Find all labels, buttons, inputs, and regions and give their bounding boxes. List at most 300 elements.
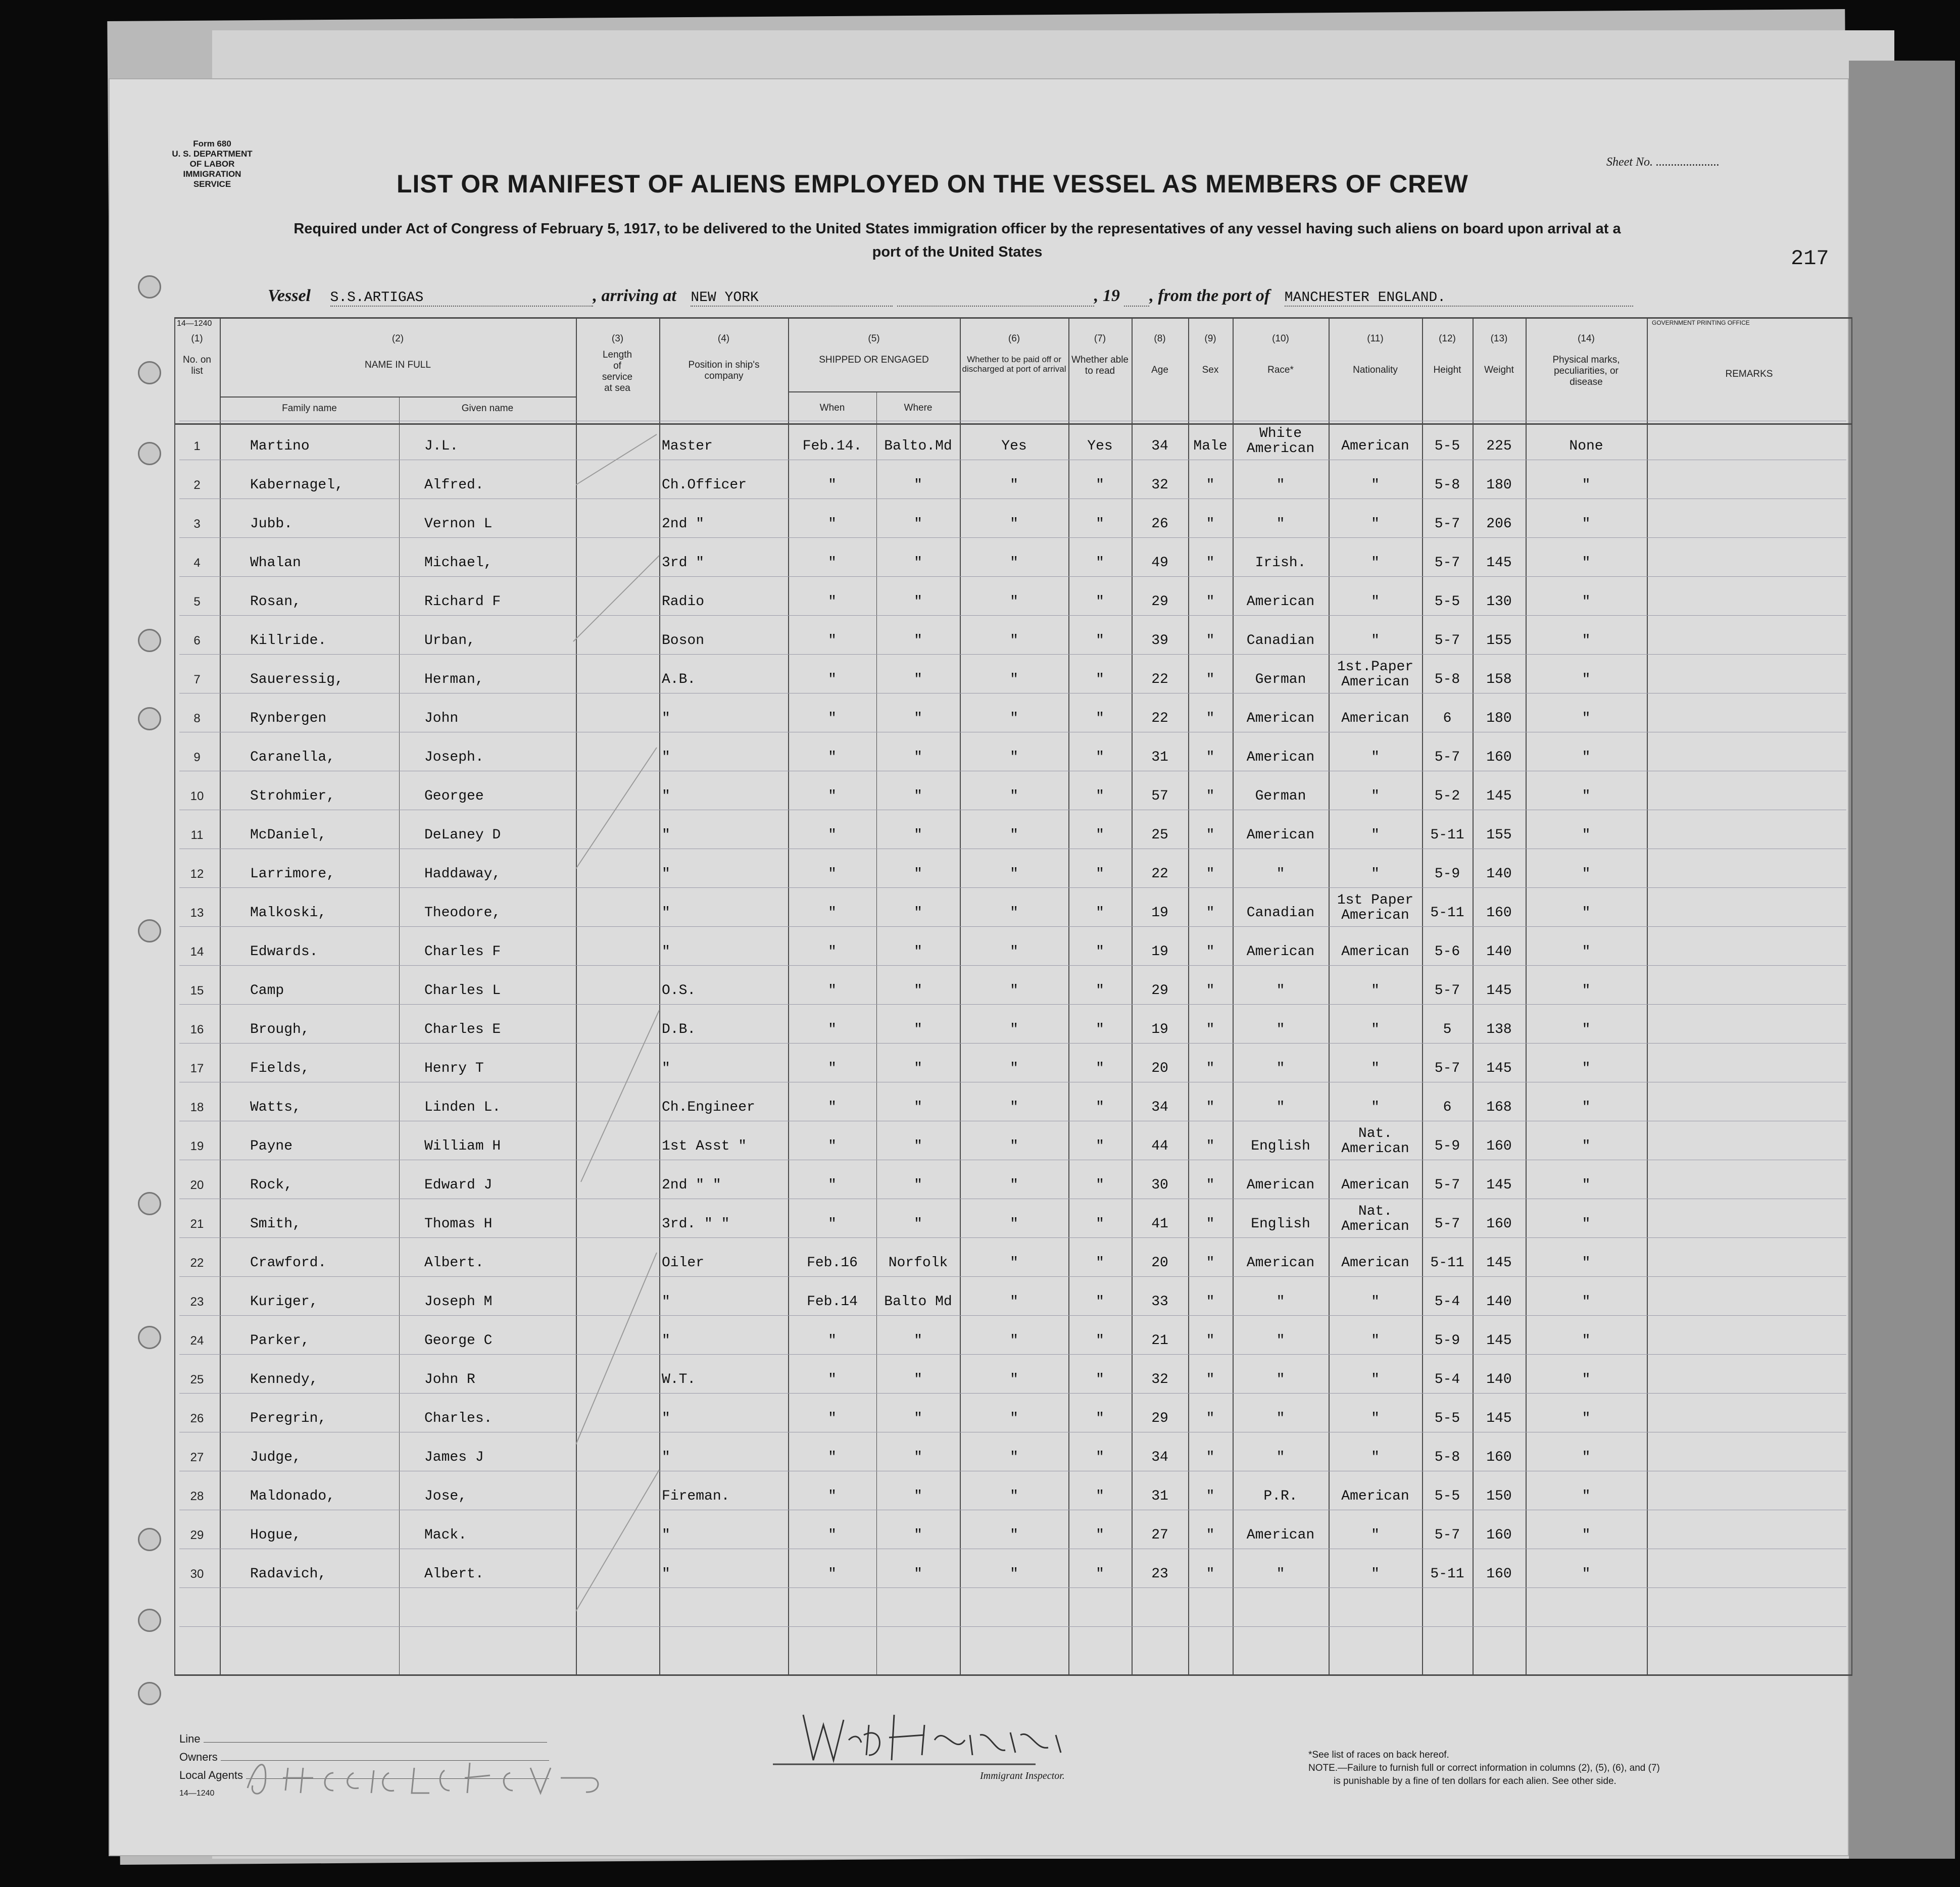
cell-where: " (914, 594, 922, 610)
cell-age: 27 (1151, 1527, 1168, 1543)
cell-no: 11 (190, 828, 204, 842)
cell-height: 5-9 (1434, 1333, 1460, 1349)
cell-read: " (1096, 905, 1104, 921)
cell-weight: 180 (1486, 477, 1512, 493)
cell-where: " (914, 1333, 922, 1349)
cell-weight: 145 (1486, 1333, 1512, 1349)
cell-sex: " (1206, 1372, 1215, 1387)
cell-no: 9 (193, 751, 201, 764)
cell-sex: Male (1193, 438, 1228, 454)
cell-read: " (1096, 672, 1104, 687)
cell-no: 15 (190, 984, 204, 998)
cell-when: " (828, 1061, 837, 1076)
cell-where: " (914, 633, 922, 649)
cell-sex: " (1206, 750, 1215, 765)
year-field (1124, 286, 1149, 307)
cell-read: " (1096, 1216, 1104, 1232)
cell-given: Alfred. (424, 477, 484, 493)
cell-when: " (828, 750, 837, 765)
cell-read: " (1096, 1372, 1104, 1387)
cell-sex: " (1206, 1100, 1215, 1115)
cell-paid: " (1010, 711, 1018, 726)
cell-given: Michael, (424, 555, 493, 571)
cell-height: 5-7 (1434, 750, 1460, 765)
cell-sex: " (1206, 1022, 1215, 1037)
cell-height: 5-4 (1434, 1372, 1460, 1387)
cell-race: " (1276, 1100, 1285, 1115)
cell-no: 5 (193, 595, 201, 609)
cell-sex: " (1206, 1255, 1215, 1271)
cell-family: Payne (250, 1138, 293, 1154)
cell-sex: " (1206, 905, 1215, 921)
cell-weight: 140 (1486, 944, 1512, 960)
cell-where: " (914, 1566, 922, 1582)
cell-nationality: " (1371, 1061, 1380, 1076)
cell-given: Joseph. (424, 750, 484, 765)
cell-family: Saueressig, (250, 672, 344, 687)
cell-race: Irish. (1255, 555, 1306, 571)
col-border (1647, 317, 1648, 1676)
year-label: , 19 (1094, 286, 1120, 305)
agent-signature (237, 1748, 642, 1803)
cell-given: Theodore, (424, 905, 501, 921)
cell-sex: " (1206, 1294, 1215, 1310)
cell-family: Radavich, (250, 1566, 327, 1582)
cell-paid: " (1010, 983, 1018, 999)
cell-height: 5-4 (1434, 1294, 1460, 1310)
cell-given: George C (424, 1333, 493, 1349)
arrival-date-field (897, 286, 1094, 307)
cell-sex: " (1206, 1061, 1215, 1076)
cell-no: 8 (193, 712, 201, 725)
cell-marks: " (1582, 827, 1591, 843)
cell-weight: 160 (1486, 1566, 1512, 1582)
cell-paid: " (1010, 788, 1018, 804)
cell-when: " (828, 594, 837, 610)
cell-marks: " (1582, 1177, 1591, 1193)
cell-nationality: " (1371, 1372, 1380, 1387)
cell-position: O.S. (662, 983, 696, 999)
cell-height: 6 (1443, 1100, 1452, 1115)
cell-where: " (914, 1488, 922, 1504)
cell-nationality: " (1371, 1294, 1380, 1310)
cell-marks: " (1582, 750, 1591, 765)
cell-position: A.B. (662, 672, 696, 687)
shipped-subheader-rule (788, 391, 960, 392)
cell-race: " (1276, 866, 1285, 882)
cell-marks: " (1582, 1333, 1591, 1349)
footer-form-code: 14—1240 (179, 1789, 215, 1798)
cell-position: " (662, 750, 670, 765)
cell-family: Edwards. (250, 944, 318, 960)
cell-paid: " (1010, 1177, 1018, 1193)
header-able-to-read: (7) Whether able to read (1071, 333, 1129, 376)
cell-age: 41 (1151, 1216, 1168, 1232)
cell-paid: " (1010, 1527, 1018, 1543)
form-code: 14—1240 (177, 319, 212, 328)
cell-race: American (1246, 827, 1315, 843)
cell-no: 20 (190, 1178, 204, 1192)
cell-race: P.R. (1263, 1488, 1298, 1504)
cell-weight: 180 (1486, 711, 1512, 726)
cell-nationality: American (1341, 711, 1409, 726)
cell-marks: " (1582, 672, 1591, 687)
cell-age: 22 (1151, 672, 1168, 687)
punch-hole (138, 629, 161, 652)
cell-marks: " (1582, 1255, 1591, 1271)
header-when: When (819, 403, 845, 413)
cell-marks: " (1582, 1294, 1591, 1310)
cell-age: 34 (1151, 1450, 1168, 1465)
cell-paid: " (1010, 1255, 1018, 1271)
header-position: (4) Position in ship's company (688, 333, 760, 381)
header-age: (8) Age (1151, 333, 1168, 375)
cell-family: Smith, (250, 1216, 301, 1232)
cell-nationality: " (1371, 477, 1380, 493)
cell-height: 5-7 (1434, 555, 1460, 571)
cell-given: Herman, (424, 672, 484, 687)
cell-position: " (662, 711, 670, 726)
cell-read: " (1096, 827, 1104, 843)
cell-no: 12 (190, 867, 204, 881)
cell-age: 32 (1151, 477, 1168, 493)
col-border (220, 317, 221, 1676)
cell-when: Feb.14 (807, 1294, 858, 1310)
cell-family: Parker, (250, 1333, 310, 1349)
cell-marks: " (1582, 555, 1591, 571)
cell-where: " (914, 672, 922, 687)
cell-sex: " (1206, 1488, 1215, 1504)
cell-height: 5-11 (1430, 1255, 1464, 1271)
cell-read: " (1096, 1411, 1104, 1426)
cell-position: Boson (662, 633, 705, 649)
cell-family: Killride. (250, 633, 327, 649)
cell-nationality: " (1371, 788, 1380, 804)
cell-family: Whalan (250, 555, 301, 571)
cell-marks: " (1582, 1061, 1591, 1076)
header-remarks: REMARKS (1725, 369, 1773, 379)
cell-height: 5-7 (1434, 516, 1460, 532)
cell-read: " (1096, 555, 1104, 571)
cell-paid: " (1010, 633, 1018, 649)
cell-nationality: " (1371, 555, 1380, 571)
cell-family: Crawford. (250, 1255, 327, 1271)
cell-age: 31 (1151, 1488, 1168, 1504)
cell-position: " (662, 1450, 670, 1465)
cell-marks: " (1582, 866, 1591, 882)
cell-position: Radio (662, 594, 705, 610)
cell-position: " (662, 1333, 670, 1349)
name-subheader-rule (220, 396, 576, 398)
footnote-races: *See list of races on back hereof. (1308, 1750, 1449, 1760)
cell-paid: " (1010, 594, 1018, 610)
cell-age: 20 (1151, 1255, 1168, 1271)
cell-age: 30 (1151, 1177, 1168, 1193)
cell-paid: " (1010, 1294, 1018, 1310)
cell-paid: " (1010, 1372, 1018, 1387)
cell-where: " (914, 516, 922, 532)
cell-age: 20 (1151, 1061, 1168, 1076)
cell-read: Yes (1087, 438, 1113, 454)
cell-height: 5-5 (1434, 1411, 1460, 1426)
cell-position: 3rd. " " (662, 1216, 730, 1232)
row-rule (179, 1626, 1846, 1627)
cell-family: Rock, (250, 1177, 293, 1193)
cell-given: DeLaney D (424, 827, 501, 843)
cell-paid: " (1010, 1566, 1018, 1582)
cell-weight: 158 (1486, 672, 1512, 687)
cell-when: " (828, 827, 837, 843)
cell-no: 1 (193, 439, 201, 453)
cell-position: D.B. (662, 1022, 696, 1037)
cell-position: Fireman. (662, 1488, 730, 1504)
cell-height: 5-7 (1434, 983, 1460, 999)
cell-position: " (662, 1527, 670, 1543)
cell-paid: " (1010, 1488, 1018, 1504)
cell-where: " (914, 1022, 922, 1037)
cell-where: " (914, 711, 922, 726)
cell-where: " (914, 1372, 922, 1387)
cell-marks: None (1569, 438, 1603, 454)
cell-marks: " (1582, 1022, 1591, 1037)
cell-read: " (1096, 1061, 1104, 1076)
cell-no: 24 (190, 1334, 204, 1348)
punch-hole (138, 707, 161, 730)
cell-nationality: " (1371, 594, 1380, 610)
cell-where: " (914, 1411, 922, 1426)
cell-paid: " (1010, 672, 1018, 687)
cell-where: " (914, 905, 922, 921)
cell-when: " (828, 1411, 837, 1426)
cell-position: " (662, 1294, 670, 1310)
cell-race: German (1255, 788, 1306, 804)
cell-family: Martino (250, 438, 310, 454)
cell-race: " (1276, 983, 1285, 999)
cell-nationality: " (1371, 1566, 1380, 1582)
cell-race: American (1246, 1255, 1315, 1271)
cell-where: " (914, 1450, 922, 1465)
cell-weight: 168 (1486, 1100, 1512, 1115)
cell-read: " (1096, 750, 1104, 765)
cell-race: " (1276, 477, 1285, 493)
vessel-label: Vessel (268, 286, 311, 305)
cell-given: Mack. (424, 1527, 467, 1543)
cell-family: Kuriger, (250, 1294, 318, 1310)
cell-marks: " (1582, 1566, 1591, 1582)
cell-paid: " (1010, 1100, 1018, 1115)
line-label: Line (179, 1730, 549, 1748)
cell-family: Strohmier, (250, 788, 335, 804)
cell-read: " (1096, 1450, 1104, 1465)
cell-no: 13 (190, 906, 204, 920)
cell-weight: 160 (1486, 1138, 1512, 1154)
cell-age: 26 (1151, 516, 1168, 532)
cell-paid: " (1010, 866, 1018, 882)
cell-nationality: " (1371, 1411, 1380, 1426)
cell-race: " (1276, 1022, 1285, 1037)
cell-where: " (914, 944, 922, 960)
cell-race: German (1255, 672, 1306, 687)
cell-marks: " (1582, 516, 1591, 532)
cell-read: " (1096, 633, 1104, 649)
header-physical-marks: (14) Physical marks, peculiarities, or disease (1552, 333, 1620, 387)
cell-marks: " (1582, 1100, 1591, 1115)
cell-height: 5-2 (1434, 788, 1460, 804)
cell-nationality: 1st Paper American (1337, 892, 1414, 923)
cell-position: " (662, 944, 670, 960)
cell-race: " (1276, 1294, 1285, 1310)
punch-hole (138, 919, 161, 942)
cell-age: 32 (1151, 1372, 1168, 1387)
cell-height: 5-11 (1430, 905, 1464, 921)
cell-given: Charles L (424, 983, 501, 999)
cell-nationality: " (1371, 827, 1380, 843)
cell-position: " (662, 866, 670, 882)
cell-position: " (662, 1566, 670, 1582)
table-bottom-border (174, 1674, 1851, 1676)
cell-no: 6 (193, 634, 201, 648)
cell-family: Fields, (250, 1061, 310, 1076)
cell-read: " (1096, 1255, 1104, 1271)
cell-given: Albert. (424, 1255, 484, 1271)
cell-where: Balto.Md (884, 438, 952, 454)
cell-race: American (1246, 1527, 1315, 1543)
cell-paid: " (1010, 477, 1018, 493)
cell-given: John (424, 711, 459, 726)
cell-when: " (828, 1333, 837, 1349)
cell-age: 29 (1151, 594, 1168, 610)
cell-nationality: 1st.Paper American (1337, 659, 1414, 690)
row-rule (179, 654, 1846, 655)
cell-sex: " (1206, 1333, 1215, 1349)
cell-no: 19 (190, 1139, 204, 1153)
cell-given: John R (424, 1372, 475, 1387)
cell-race: American (1246, 944, 1315, 960)
cell-age: 29 (1151, 1411, 1168, 1426)
page-number: 217 (1791, 246, 1829, 271)
cell-paid: " (1010, 750, 1018, 765)
cell-given: Albert. (424, 1566, 484, 1582)
cell-paid: Yes (1001, 438, 1027, 454)
header-bottom-border (174, 423, 1851, 425)
cell-sex: " (1206, 1411, 1215, 1426)
cell-read: " (1096, 1488, 1104, 1504)
cell-position: Master (662, 438, 713, 454)
cell-sex: " (1206, 1138, 1215, 1154)
cell-weight: 160 (1486, 1527, 1512, 1543)
cell-position: Ch.Engineer (662, 1100, 755, 1115)
cell-position: 1st Asst " (662, 1138, 747, 1154)
header-race: (10) Race* (1267, 333, 1294, 375)
table-top-border (174, 317, 1851, 319)
cell-sex: " (1206, 633, 1215, 649)
cell-sex: " (1206, 477, 1215, 493)
cell-age: 34 (1151, 1100, 1168, 1115)
cell-age: 33 (1151, 1294, 1168, 1310)
cell-age: 29 (1151, 983, 1168, 999)
cell-read: " (1096, 983, 1104, 999)
cell-age: 21 (1151, 1333, 1168, 1349)
punch-hole (138, 1192, 161, 1215)
cell-sex: " (1206, 711, 1215, 726)
cell-position: " (662, 1061, 670, 1076)
col-border (399, 396, 400, 1676)
row-rule (179, 576, 1846, 577)
cell-race: English (1251, 1138, 1310, 1154)
cell-paid: " (1010, 1411, 1018, 1426)
cell-nationality: " (1371, 633, 1380, 649)
cell-where: " (914, 1138, 922, 1154)
cell-sex: " (1206, 1527, 1215, 1543)
cell-no: 3 (193, 517, 201, 531)
cell-sex: " (1206, 866, 1215, 882)
cell-when: " (828, 1100, 837, 1115)
cell-family: Jubb. (250, 516, 293, 532)
cell-position: " (662, 788, 670, 804)
cell-family: Rosan, (250, 594, 301, 610)
cell-paid: " (1010, 905, 1018, 921)
subtitle-line-1: Required under Act of Congress of February 5, 1917, to be delivered to the United States immigration officer by the representatives of any vessel having such aliens on board upon arrival at a (293, 221, 1621, 237)
row-rule (179, 1315, 1846, 1316)
row-rule (179, 1043, 1846, 1044)
cell-position: Oiler (662, 1255, 705, 1271)
cell-position: W.T. (662, 1372, 696, 1387)
punch-hole (138, 361, 161, 384)
cell-nationality: " (1371, 1022, 1380, 1037)
cell-family: Caranella, (250, 750, 335, 765)
inspector-signature (773, 1705, 1086, 1775)
cell-no: 10 (190, 789, 204, 803)
cell-no: 7 (193, 673, 201, 686)
cell-when: " (828, 633, 837, 649)
cell-no: 30 (190, 1567, 204, 1581)
row-rule (179, 926, 1846, 927)
cell-weight: 145 (1486, 983, 1512, 999)
cell-weight: 206 (1486, 516, 1512, 532)
departure-port: MANCHESTER ENGLAND. (1285, 290, 1633, 307)
vessel-line (268, 286, 1633, 307)
cell-weight: 145 (1486, 1411, 1512, 1426)
cell-given: Vernon L (424, 516, 493, 532)
subtitle (162, 217, 1753, 264)
cell-paid: " (1010, 1333, 1018, 1349)
header-service-length: (3) Length of service at sea (602, 333, 633, 393)
cell-height: 5-7 (1434, 633, 1460, 649)
cell-family: Camp (250, 983, 284, 999)
cell-height: 5-8 (1434, 1450, 1460, 1465)
cell-nationality: Nat. American (1341, 1204, 1409, 1234)
footnote-penalty-cont: is punishable by a fine of ten dollars for each alien. See other side. (1334, 1776, 1616, 1786)
punch-hole (138, 442, 161, 465)
cell-marks: " (1582, 1138, 1591, 1154)
cell-where: " (914, 1100, 922, 1115)
cell-paid: " (1010, 827, 1018, 843)
cell-paid: " (1010, 944, 1018, 960)
cell-position: " (662, 827, 670, 843)
cell-position: 3rd " (662, 555, 705, 571)
cell-family: Watts, (250, 1100, 301, 1115)
cell-family: Kennedy, (250, 1372, 318, 1387)
cell-height: 5-7 (1434, 1061, 1460, 1076)
row-rule (179, 615, 1846, 616)
punch-hole (138, 1682, 161, 1705)
cell-height: 5-5 (1434, 1488, 1460, 1504)
cell-sex: " (1206, 1177, 1215, 1193)
cell-read: " (1096, 1022, 1104, 1037)
cell-paid: " (1010, 1061, 1018, 1076)
row-rule (179, 1587, 1846, 1588)
form-number: Form 680 (193, 139, 231, 148)
